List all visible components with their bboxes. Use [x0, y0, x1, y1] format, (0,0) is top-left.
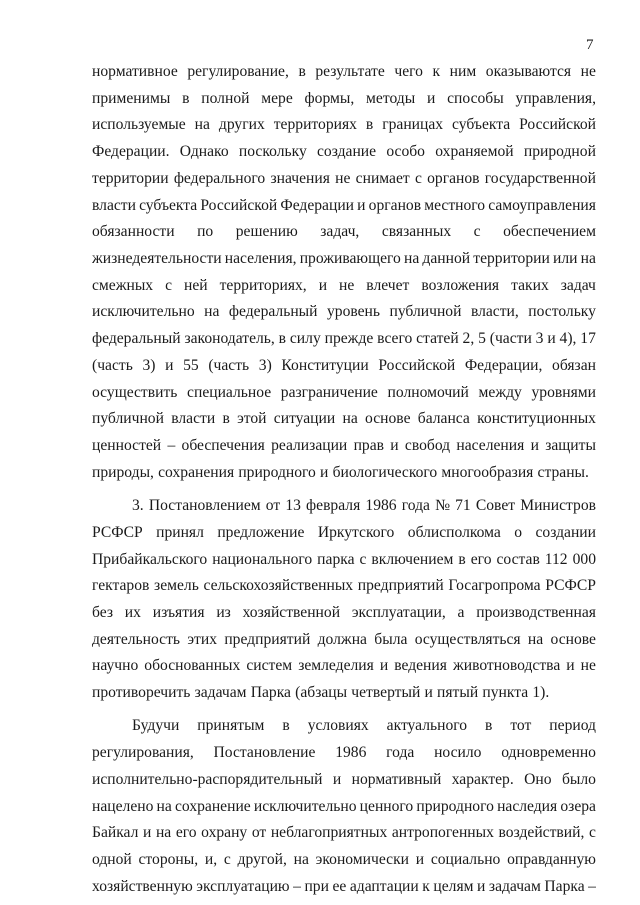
word: принял — [156, 523, 204, 541]
text-line — [92, 380, 596, 407]
word: снимает — [355, 169, 410, 187]
word: Госагропрома — [448, 577, 541, 595]
word: разграничение — [280, 383, 378, 401]
word: сохранения — [158, 463, 235, 481]
word: этой — [237, 410, 267, 428]
word: 3) — [142, 356, 156, 374]
word: Однако — [179, 143, 229, 161]
word: природы, — [92, 463, 154, 481]
word: на — [155, 824, 172, 842]
word: ведения — [394, 657, 447, 675]
text-line — [92, 460, 596, 487]
word: всего — [377, 330, 413, 348]
word: местного — [424, 196, 486, 214]
word: власти, — [470, 303, 519, 321]
word: – — [167, 437, 176, 455]
word: социально — [430, 851, 501, 869]
word: РСФСР — [92, 523, 143, 541]
word: между — [478, 383, 522, 401]
word: на — [527, 630, 544, 648]
text-line — [92, 600, 596, 627]
text-line — [92, 86, 596, 113]
word: предложение — [217, 523, 305, 541]
text-line — [92, 547, 596, 574]
word: и — [143, 824, 152, 842]
word: Прибайкальского — [92, 550, 208, 568]
word: и — [332, 770, 342, 788]
word: в — [485, 717, 493, 735]
word: систем — [246, 657, 293, 675]
word: 3. — [132, 497, 144, 515]
word: Федерации — [280, 196, 355, 214]
word: самоуправления — [488, 196, 596, 214]
word: Российской — [519, 116, 596, 134]
word: и — [547, 330, 556, 348]
word: животноводства — [452, 657, 561, 675]
word: экономически — [315, 851, 409, 869]
text-line — [92, 112, 596, 139]
word: была — [374, 630, 408, 648]
word: при — [304, 877, 329, 895]
word: на — [204, 303, 220, 321]
word: конституционных — [477, 410, 596, 428]
word: способы — [447, 89, 504, 107]
word: от — [251, 824, 267, 842]
word: период — [549, 717, 596, 735]
word: органов — [368, 196, 422, 214]
word: обязан — [552, 356, 596, 374]
word: антропогенных — [391, 824, 494, 842]
word: гектаров — [92, 577, 150, 595]
word: должна — [317, 630, 367, 648]
word: хозяйственной — [242, 603, 341, 621]
word: федеральный — [228, 303, 318, 321]
word: реализации — [271, 437, 348, 455]
word: задач — [560, 276, 596, 294]
word: к — [432, 63, 441, 80]
word: нацелено — [92, 797, 154, 815]
word: Будучи — [132, 717, 180, 735]
word: формы, — [304, 89, 355, 107]
word: (абзацы — [295, 684, 348, 702]
word: (часть — [92, 356, 133, 374]
word: воздействий, — [498, 824, 585, 842]
word: их — [124, 603, 141, 621]
word: и — [357, 196, 366, 214]
word: 1). — [532, 684, 550, 702]
word: страны. — [537, 463, 589, 481]
word: биологического — [332, 463, 438, 481]
word: Парка — [250, 684, 291, 702]
word: публичной — [92, 410, 164, 428]
word: 3) — [258, 356, 272, 374]
word: было — [561, 770, 596, 788]
word: одной — [92, 851, 132, 869]
word: февраля — [306, 497, 361, 515]
word: без — [92, 603, 113, 621]
word: обеспечения — [181, 437, 265, 455]
word: природного — [416, 797, 494, 815]
word: управления, — [515, 89, 596, 107]
word: регулирование, — [187, 63, 289, 80]
word: стороны, — [138, 851, 199, 869]
word: к — [422, 877, 430, 895]
text-line — [92, 794, 596, 821]
word: субъекта — [139, 196, 198, 214]
word: сельскохозяйственных — [203, 577, 354, 595]
word: адаптации — [349, 877, 419, 895]
text-line — [92, 874, 596, 901]
word: пятый — [437, 684, 479, 702]
word: РСФСР — [545, 577, 596, 595]
word: а — [457, 603, 465, 621]
word: таких — [511, 276, 549, 294]
word: наследия — [497, 797, 558, 815]
word: населения, — [224, 250, 297, 268]
word: национального — [212, 550, 313, 568]
word: уровень — [326, 303, 381, 321]
word: 5 — [478, 330, 486, 348]
word: оказываются — [485, 63, 572, 80]
word: публичной — [389, 303, 462, 321]
word: не — [580, 63, 596, 80]
word: на — [156, 797, 172, 815]
text-line — [92, 653, 596, 680]
word: полной — [201, 89, 250, 107]
word: решению — [235, 223, 298, 241]
word: в — [282, 717, 290, 735]
word: 000 — [572, 550, 596, 568]
word: охрану — [201, 824, 248, 842]
word: парка — [317, 550, 355, 568]
word: ее — [332, 877, 347, 895]
word: Федерации. — [92, 143, 170, 161]
word: земель — [154, 577, 199, 595]
word: жизнедеятельности — [92, 250, 222, 268]
word: принятым — [197, 717, 265, 735]
word: охраняемой — [435, 143, 514, 161]
text-line — [92, 433, 596, 460]
word: территориях — [273, 116, 357, 134]
word: особо — [386, 143, 425, 161]
word: года — [386, 744, 415, 762]
word: территории — [473, 250, 550, 268]
word: границах — [382, 116, 444, 134]
word: Оно — [524, 770, 552, 788]
word: власти — [171, 410, 216, 428]
word: в — [458, 550, 466, 568]
word: применимы — [92, 89, 171, 107]
word: смежных — [92, 276, 154, 294]
word: его — [470, 550, 492, 568]
word: в — [365, 116, 374, 134]
word: 2, — [462, 330, 475, 348]
word: в — [278, 330, 287, 348]
word: предприятий — [224, 630, 311, 648]
word: ценностей — [92, 437, 162, 455]
word: на — [293, 851, 309, 869]
word: целям — [433, 877, 474, 895]
word: неблагоприятных — [270, 824, 388, 842]
word: и — [530, 437, 539, 455]
word: ценного — [359, 797, 414, 815]
word: облисполкома — [407, 523, 501, 541]
word: и — [566, 657, 575, 675]
word: исключительно — [253, 797, 357, 815]
text-line — [92, 713, 596, 740]
word: тот — [510, 717, 532, 735]
word: осуществить — [92, 383, 178, 401]
word: исключительно — [92, 303, 195, 321]
word: с — [165, 276, 173, 294]
word: осуществляться — [414, 630, 521, 648]
word: Постановлением — [148, 497, 261, 515]
word: (части — [489, 330, 532, 348]
word: чего — [394, 63, 423, 80]
word: 55 — [183, 356, 199, 374]
text-line — [92, 353, 596, 380]
text-line — [92, 219, 596, 246]
word: 112 — [544, 550, 568, 568]
word: с — [414, 169, 422, 187]
word: мере — [261, 89, 293, 107]
word: ней — [184, 276, 208, 294]
word: Байкал — [92, 824, 139, 842]
word: субъекта — [452, 116, 511, 134]
word: федерального — [173, 169, 266, 187]
word: обязанности — [92, 223, 175, 241]
word: или — [553, 250, 578, 268]
text-line — [92, 299, 596, 326]
word: и — [379, 657, 389, 675]
word: по — [197, 223, 214, 241]
word: в — [222, 410, 230, 428]
word: создание — [317, 143, 377, 161]
word: предприятий — [357, 577, 444, 595]
word: и — [477, 877, 486, 895]
word: характер. — [451, 770, 514, 788]
word: защиты — [545, 437, 596, 455]
word: изъятия — [152, 603, 205, 621]
text-line — [92, 493, 596, 520]
word: баланса — [417, 410, 470, 428]
word: эксплуатации, — [351, 603, 446, 621]
word: с — [223, 851, 231, 869]
word: на — [194, 116, 210, 134]
word: Российской — [378, 356, 456, 374]
word: постольку — [528, 303, 596, 321]
word: Парка — [544, 877, 585, 895]
word: задач, — [320, 223, 360, 241]
word: 17 — [580, 330, 596, 348]
word: законодатель, — [184, 330, 275, 348]
text-line — [92, 166, 596, 193]
word: и — [320, 463, 329, 481]
word: данной — [422, 250, 471, 268]
word: земледелия — [298, 657, 374, 675]
word: эксплуатацию — [196, 877, 290, 895]
word: четвертый — [351, 684, 421, 702]
word: Российской — [200, 196, 278, 214]
word: производственная — [476, 603, 596, 621]
word: прежде — [324, 330, 374, 348]
word: его — [175, 824, 197, 842]
word: оправданную — [507, 851, 596, 869]
word: и — [318, 276, 328, 294]
word: ситуации — [273, 410, 336, 428]
word: года — [401, 497, 430, 515]
word: основе — [550, 630, 596, 648]
word: силу — [289, 330, 321, 348]
word: носило — [434, 744, 482, 762]
text-line — [92, 139, 596, 166]
word: природного — [238, 463, 316, 481]
word: связанных — [381, 223, 452, 241]
word: научно — [92, 657, 139, 675]
word: создании — [535, 523, 596, 541]
word: обеспечением — [503, 223, 596, 241]
text-line — [92, 59, 596, 86]
text-line — [92, 246, 596, 273]
word: статей — [416, 330, 459, 348]
word: нормативный — [351, 770, 442, 788]
word: не — [339, 276, 355, 294]
word: значения — [270, 169, 330, 187]
word: сохранение — [174, 797, 251, 815]
word: с — [359, 550, 367, 568]
body-text — [92, 59, 596, 900]
word: 13 — [285, 497, 301, 515]
word: уровнями — [531, 383, 596, 401]
word: 1986 — [365, 497, 397, 515]
word: ним — [449, 63, 477, 80]
word: проживающего — [299, 250, 401, 268]
text-line — [92, 680, 596, 707]
word: – — [588, 877, 596, 895]
word: с — [473, 223, 481, 241]
word: не — [335, 169, 351, 187]
text-line — [92, 406, 596, 433]
word: включением — [371, 550, 454, 568]
word: основе — [365, 410, 411, 428]
text-line — [92, 520, 596, 547]
word: в — [182, 89, 190, 107]
word: федеральный — [92, 330, 181, 348]
word: одновременно — [501, 744, 596, 762]
word: и — [165, 356, 174, 374]
word: о — [514, 523, 523, 541]
word: территории — [92, 169, 169, 187]
word: многообразия — [441, 463, 534, 481]
word: и — [415, 851, 425, 869]
word: и — [427, 89, 436, 107]
word: из — [216, 603, 231, 621]
word: хозяйственную — [92, 877, 193, 895]
word: состав — [496, 550, 540, 568]
text-line — [92, 847, 596, 874]
word: деятельность — [92, 630, 181, 648]
word: этих — [187, 630, 218, 648]
word: 4), — [559, 330, 577, 348]
word: актуального — [386, 717, 468, 735]
word: условиях — [307, 717, 369, 735]
word: № — [435, 497, 450, 515]
word: Постановление — [213, 744, 316, 762]
word: нормативное — [92, 63, 178, 80]
word: свобод — [404, 437, 451, 455]
word: результате — [315, 63, 385, 80]
word: задачам — [488, 877, 541, 895]
word: на — [342, 410, 358, 428]
word: природной — [523, 143, 596, 161]
word: – — [293, 877, 301, 895]
word: регулирования, — [92, 744, 194, 762]
word: 1986 — [335, 744, 367, 762]
word: используемые — [92, 116, 186, 134]
word: поскольку — [238, 143, 307, 161]
word: методы — [366, 89, 416, 107]
word: в — [298, 63, 306, 80]
word: (часть — [208, 356, 250, 374]
word: специальное — [187, 383, 272, 401]
text-line — [92, 326, 596, 353]
word: государственной — [484, 169, 596, 187]
text-line — [92, 627, 596, 654]
word: пункта — [482, 684, 529, 702]
text-line — [92, 273, 596, 300]
text-line — [92, 193, 596, 220]
word: 3 — [535, 330, 544, 348]
word: органов — [427, 169, 480, 187]
word: других — [218, 116, 265, 134]
word: задачам — [194, 684, 247, 702]
word: и — [390, 437, 399, 455]
word: исполнительно-распорядительный — [92, 770, 323, 788]
word: власти — [92, 196, 136, 214]
word: Совет — [475, 497, 516, 515]
word: противоречить — [92, 684, 191, 702]
word: не — [580, 657, 596, 675]
word: возложения — [421, 276, 500, 294]
word: Конституции — [281, 356, 369, 374]
word: на — [580, 250, 596, 268]
word: на — [403, 250, 420, 268]
word: 71 — [455, 497, 471, 515]
text-line — [92, 740, 596, 767]
word: озера — [560, 797, 596, 815]
word: Министров — [520, 497, 596, 515]
word: другой, — [237, 851, 287, 869]
word: населения — [456, 437, 525, 455]
word: влечет — [366, 276, 410, 294]
word: обоснованных — [144, 657, 241, 675]
word: и — [424, 684, 433, 702]
word: Иркутского — [317, 523, 395, 541]
text-line — [92, 767, 596, 794]
word: с — [588, 824, 596, 842]
page-number: 7 — [586, 37, 594, 53]
word: и, — [204, 851, 218, 869]
word: территориях, — [219, 276, 307, 294]
text-line — [92, 820, 596, 847]
word: прав — [353, 437, 384, 455]
word: от — [265, 497, 281, 515]
word: полномочий — [387, 383, 469, 401]
word: Федерации, — [464, 356, 543, 374]
text-line — [92, 573, 596, 600]
